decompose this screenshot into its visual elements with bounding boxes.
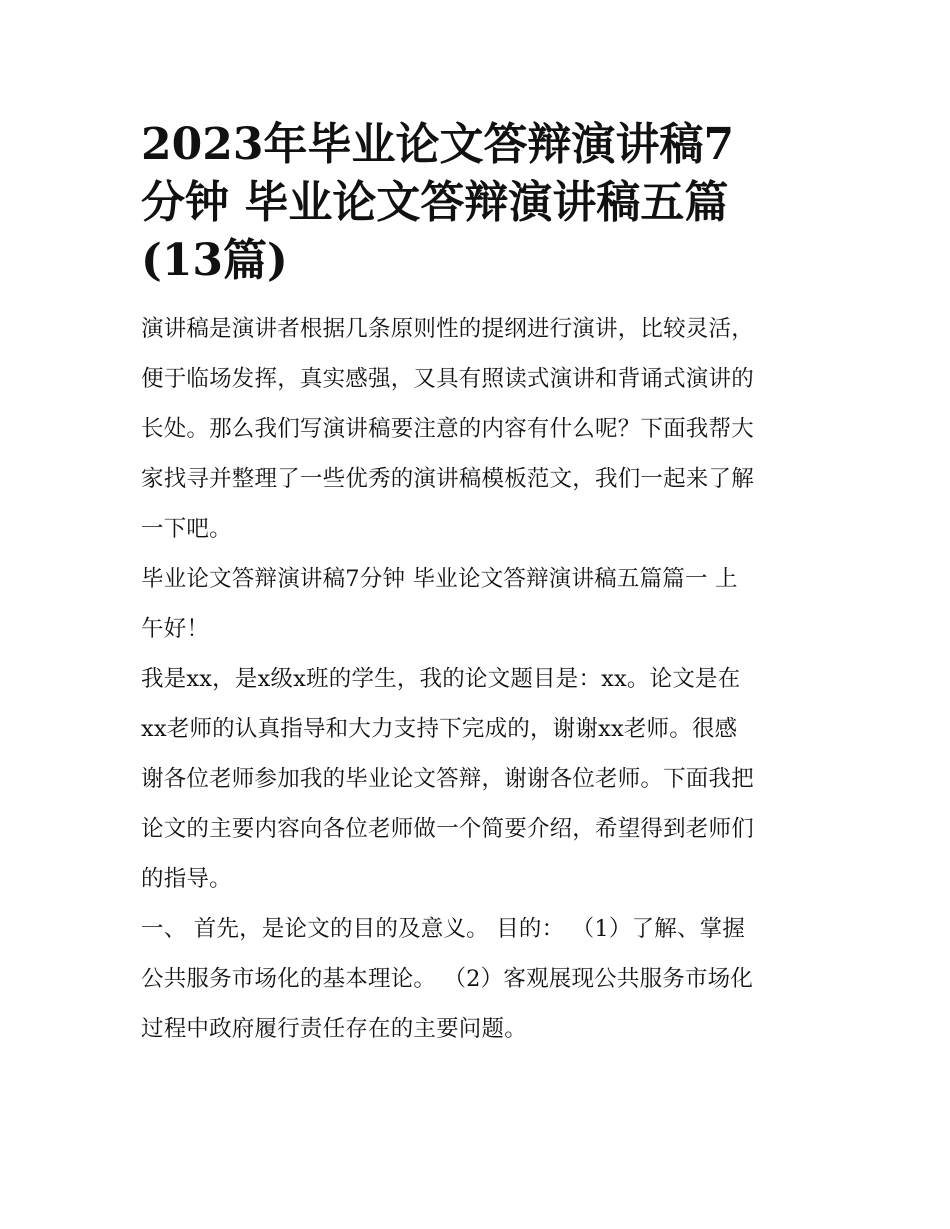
- paragraph-line: 午好！: [141, 616, 210, 642]
- paragraph-line: 公共服务市场化的基本理论。 （2）客观展现公共服务市场化: [141, 966, 754, 992]
- title-line-3: (13篇): [141, 235, 288, 286]
- paragraph-line: xx老师的认真指导和大力支持下完成的，谢谢xx老师。很感: [141, 716, 738, 742]
- paragraph-line: 谢各位老师参加我的毕业论文答辩，谢谢各位老师。下面我把: [141, 766, 754, 792]
- paragraph-section-heading: [141, 554, 813, 654]
- title-line-1: 2023年毕业论文答辩演讲稿7: [141, 119, 735, 170]
- paragraph-self-introduction: [141, 654, 813, 904]
- paragraph-intro: [141, 304, 813, 554]
- document-page: [141, 116, 813, 1054]
- paragraph-line: 便于临场发挥，真实感强，又具有照读式演讲和背诵式演讲的: [141, 366, 754, 392]
- paragraph-line: 过程中政府履行责任存在的主要问题。: [141, 1016, 527, 1042]
- paragraph-line: 论文的主要内容向各位老师做一个简要介绍，希望得到老师们: [141, 816, 754, 842]
- paragraph-line: 毕业论文答辩演讲稿7分钟 毕业论文答辩演讲稿五篇篇一 上: [141, 566, 738, 592]
- paragraph-line: 的指导。: [141, 866, 232, 892]
- paragraph-line: 演讲稿是演讲者根据几条原则性的提纲进行演讲，比较灵活，: [141, 316, 754, 342]
- paragraph-purpose: [141, 904, 813, 1054]
- document-title: [141, 116, 813, 290]
- paragraph-line: 家找寻并整理了一些优秀的演讲稿模板范文，我们一起来了解: [141, 466, 754, 492]
- paragraph-line: 一下吧。: [141, 516, 232, 542]
- paragraph-line: 我是xx，是x级x班的学生，我的论文题目是：xx。论文是在: [141, 666, 741, 692]
- paragraph-line: 长处。那么我们写演讲稿要注意的内容有什么呢？下面我帮大: [141, 416, 754, 442]
- paragraph-line: 一、 首先，是论文的目的及意义。 目的： （1）了解、掌握: [141, 916, 746, 942]
- title-line-2: 分钟 毕业论文答辩演讲稿五篇: [141, 177, 729, 228]
